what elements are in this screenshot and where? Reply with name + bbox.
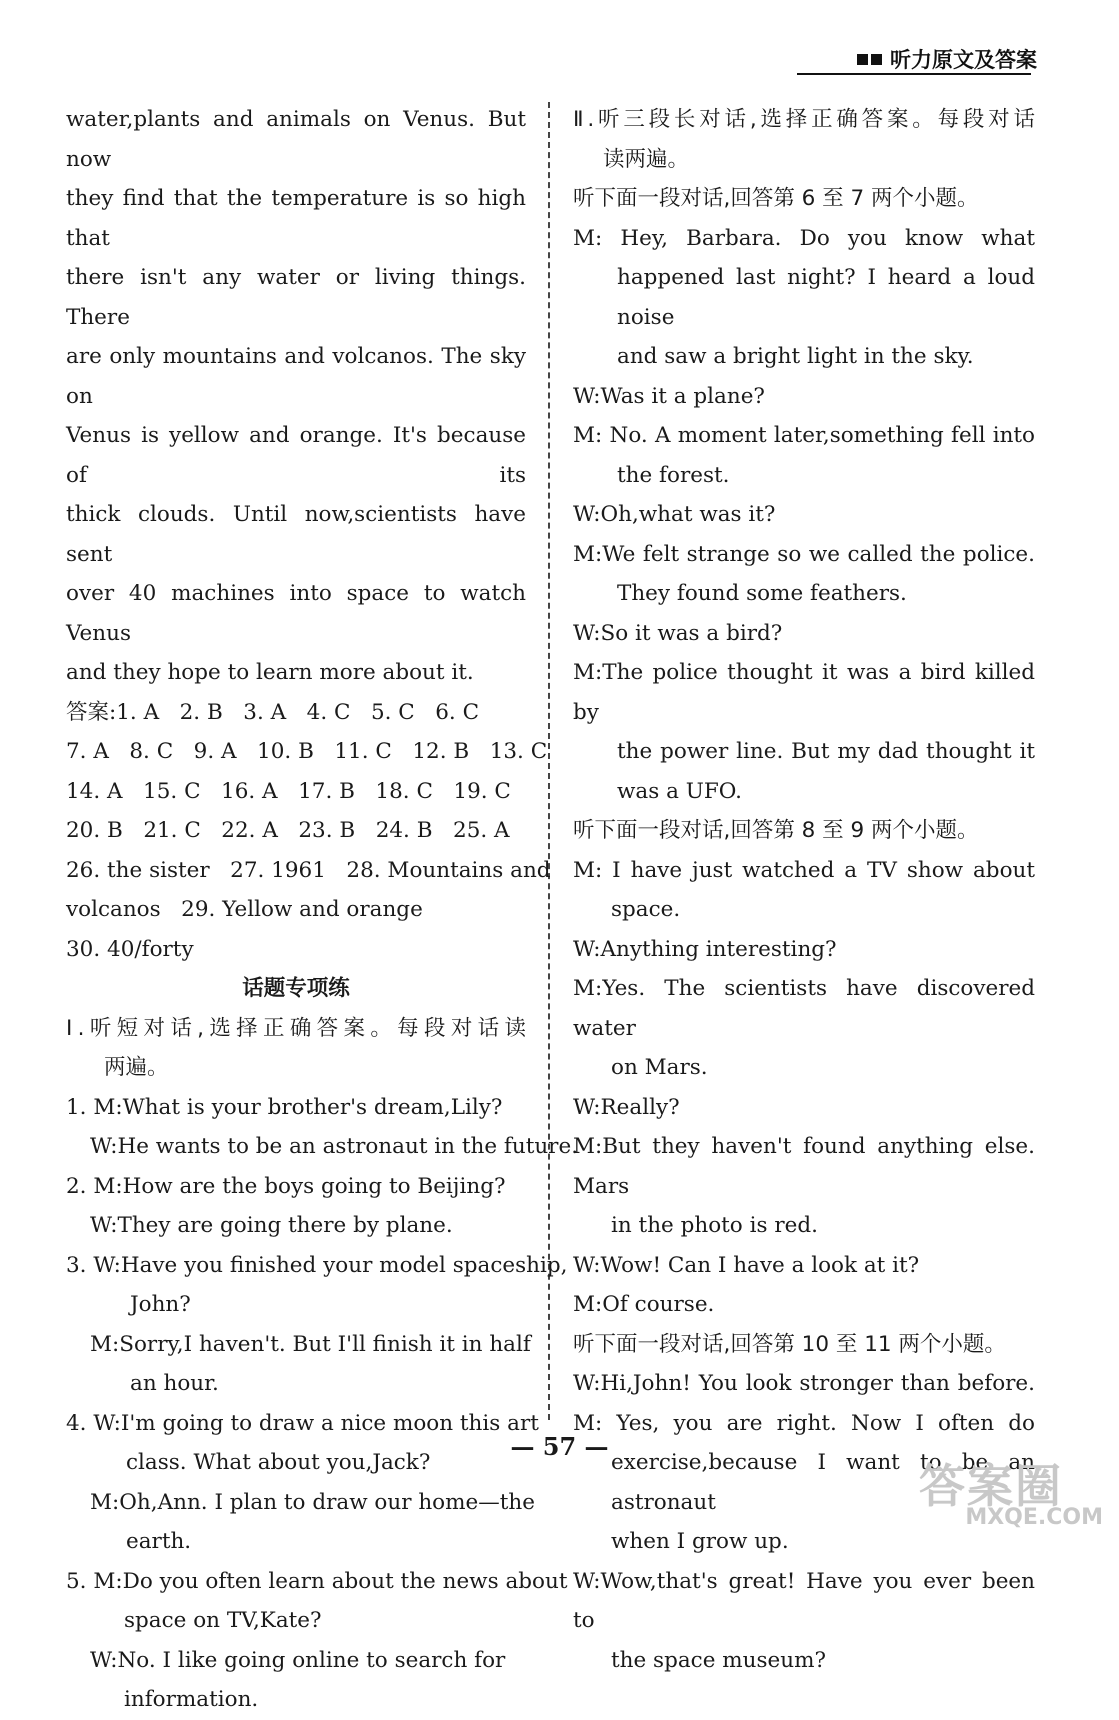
dialogue-line: the space museum? — [611, 1647, 827, 1673]
page-number: — 57 — — [510, 1432, 609, 1461]
passage-line: water,plants and animals on Venus. But now — [66, 107, 526, 172]
dialogue-line: and saw a bright light in the sky. — [617, 344, 974, 369]
dialogue-line: the power line. But my dad thought it — [617, 739, 1035, 764]
dialogue-line: W:Wow,that's great! Have you ever been to — [573, 1568, 1035, 1633]
dialogue-line: W:Oh,what was it? — [573, 502, 776, 527]
square-bullet-icon — [871, 54, 882, 65]
watermark-logo — [919, 1450, 1109, 1530]
answers-line: 30. 40/forty — [66, 936, 194, 962]
dialogue-line: in the photo is red. — [611, 1213, 818, 1238]
dialogue-line: 2. M:How are the boys going to Beijing? — [66, 1173, 506, 1199]
passage-line: are only mountains and volcanos. The sky on — [66, 344, 526, 409]
instruction-line: 听下面一段对话,回答第 6 至 7 两个小题。 — [573, 186, 979, 211]
dialogue-line: W:So it was a bird? — [573, 620, 783, 646]
dialogue-line: W:No. I like going online to search for — [90, 1647, 506, 1673]
header-title: 听力原文及答案 — [890, 48, 1037, 72]
dialogue-line: W:Hi,John! You look stronger than before. — [573, 1371, 1035, 1396]
dialogue-line: W:Really? — [573, 1094, 680, 1120]
dialogue-line: when I grow up. — [611, 1529, 789, 1554]
dialogue-line: 5. M:Do you often learn about the news about — [66, 1568, 568, 1594]
watermark-url: MXQE.COM — [965, 1505, 1103, 1530]
passage-line: they find that the temperature is so high that — [66, 186, 526, 251]
dialogue-line: M:The police thought it was a bird killed by — [573, 660, 1035, 725]
dialogue-line: M: No. A moment later,something fell into — [573, 423, 1035, 448]
dialogue-line: information. — [124, 1687, 259, 1712]
passage-line: there isn't any water or living things. There — [66, 265, 526, 330]
dialogue-line: earth. — [126, 1529, 192, 1554]
dialogue-line: space. — [611, 897, 681, 922]
dialogue-line: W:He wants to be an astronaut in the future. — [90, 1134, 579, 1159]
part2-title: Ⅱ.听三段长对话,选择正确答案。每段对话 — [573, 107, 1035, 132]
watermark-text: 答案圈 — [919, 1459, 1063, 1513]
answers-line: 14. A 15. C 16. A 17. B 18. C 19. C — [66, 778, 511, 804]
dialogue-line: happened last night? I heard a loud noise — [617, 265, 1035, 330]
answers-line: 20. B 21. C 22. A 23. B 24. B 25. A — [66, 818, 510, 843]
answers-line: volcanos 29. Yellow and orange — [66, 897, 423, 922]
dialogue-line: 1. M:What is your brother's dream,Lily? — [66, 1094, 503, 1120]
dialogue-line: was a UFO. — [617, 778, 742, 804]
dialogue-line: space on TV,Kate? — [124, 1608, 322, 1633]
part2-title: 读两遍。 — [603, 146, 690, 172]
dialogue-line: M: Yes, you are right. Now I often do — [573, 1410, 1035, 1436]
column-divider — [548, 102, 550, 1420]
dialogue-line: M: I have just watched a TV show about — [573, 857, 1035, 883]
dialogue-line: W:Was it a plane? — [573, 383, 765, 409]
part1-title: Ⅰ.听短对话,选择正确答案。每段对话读 — [66, 1015, 526, 1041]
dialogue-line: M:Oh,Ann. I plan to draw our home—the — [90, 1489, 535, 1515]
answers-line: 答案:1. A 2. B 3. A 4. C 5. C 6. C — [66, 699, 480, 725]
dialogue-line: class. What about you,Jack? — [126, 1450, 431, 1475]
dialogue-line: M:We felt strange so we called the police. — [573, 541, 1035, 567]
dialogue-line: M: Hey, Barbara. Do you know what — [573, 225, 1035, 251]
passage-line: thick clouds. Until now,scientists have sent — [66, 502, 526, 567]
dialogue-line: John? — [130, 1292, 191, 1317]
dialogue-line: M:Sorry,I haven't. But I'll finish it in half — [90, 1331, 531, 1357]
dialogue-line: on Mars. — [611, 1055, 708, 1080]
page-header — [857, 44, 1037, 74]
header-rule — [797, 73, 1031, 75]
dialogue-line: an hour. — [130, 1371, 219, 1396]
instruction-line: 听下面一段对话,回答第 10 至 11 两个小题。 — [573, 1331, 1006, 1357]
square-bullet-icon — [857, 54, 868, 65]
dialogue-line: 4. W:I'm going to draw a nice moon this art — [66, 1410, 539, 1436]
dialogue-line: W:Wow! Can I have a look at it? — [573, 1252, 920, 1278]
dialogue-line: W:They are going there by plane. — [90, 1213, 453, 1238]
dialogue-line: They found some feathers. — [617, 581, 907, 606]
dialogue-line: M:But they haven't found anything else. Mars — [573, 1134, 1035, 1199]
dialogue-line: M:Yes. The scientists have discovered water — [573, 976, 1035, 1041]
dialogue-line: W:Anything interesting? — [573, 936, 837, 962]
passage-line: over 40 machines into space to watch Venus — [66, 581, 526, 646]
dialogue-line: exercise,because I want to be an astronaut — [611, 1450, 1035, 1515]
dialogue-line: the forest. — [617, 462, 730, 488]
passage-line: and they hope to learn more about it. — [66, 660, 474, 685]
answers-line: 26. the sister 27. 1961 28. Mountains and — [66, 857, 551, 883]
dialogue-line: M:Of course. — [573, 1292, 715, 1317]
dialogue-line: 3. W:Have you finished your model spaceship, — [66, 1252, 568, 1278]
section-title: 话题专项练 — [242, 976, 350, 1001]
instruction-line: 听下面一段对话,回答第 8 至 9 两个小题。 — [573, 818, 979, 843]
passage-line: Venus is yellow and orange. It's because of its — [66, 423, 526, 488]
answers-line: 7. A 8. C 9. A 10. B 11. C 12. B 13. C — [66, 739, 548, 764]
part1-title: 两遍。 — [104, 1055, 169, 1080]
